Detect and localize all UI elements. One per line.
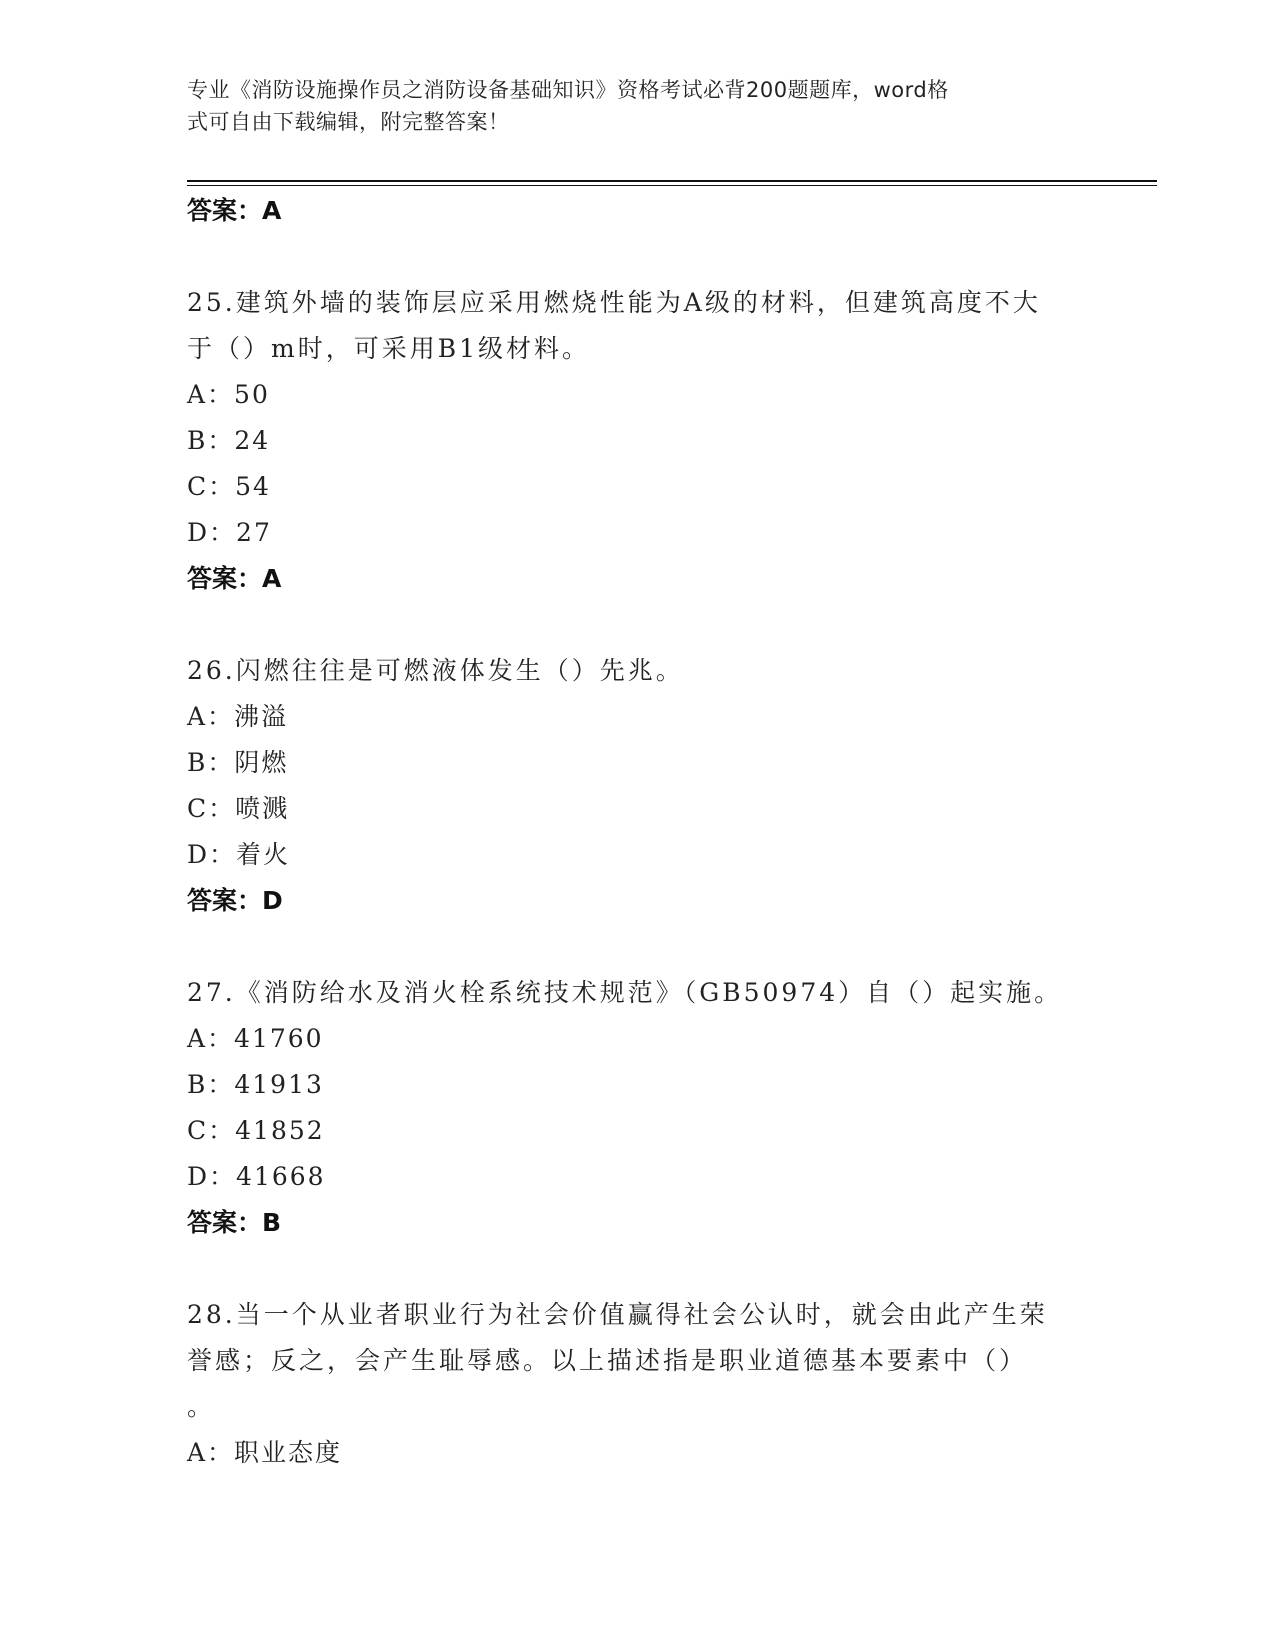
question-block xyxy=(187,970,1087,1246)
header-line-1: 专业《消防设施操作员之消防设备基础知识》资格考试必背200题题库，word格 xyxy=(187,78,949,102)
header-divider-thin xyxy=(187,185,1157,186)
option-d: D：着火 xyxy=(187,840,291,869)
question-text: 誉感；反之，会产生耻辱感。以上描述指是职业道德基本要素中（） xyxy=(187,1346,1028,1375)
question-block xyxy=(187,648,1087,924)
option-c: C：54 xyxy=(187,472,271,501)
option-c: C：41852 xyxy=(187,1116,325,1145)
option-c: C：喷溅 xyxy=(187,794,290,823)
question-block xyxy=(187,1292,1087,1476)
answer-label: 答案：D xyxy=(187,886,283,915)
question-text: 28.当一个从业者职业行为社会价值赢得社会公认时，就会由此产生荣 xyxy=(187,1300,1048,1329)
option-d: D：27 xyxy=(187,518,272,547)
question-list xyxy=(187,188,1087,1476)
option-a: A：41760 xyxy=(187,1024,324,1053)
option-a: A：50 xyxy=(187,380,270,409)
option-a: A：职业态度 xyxy=(187,1438,343,1467)
answer-label: 答案：A xyxy=(187,564,282,593)
question-text: 27.《消防给水及消火栓系统技术规范》（GB50974）自（）起实施。 xyxy=(187,978,1063,1007)
option-b: B：41913 xyxy=(187,1070,324,1099)
question-text: 于（）m时，可采用B1级材料。 xyxy=(187,334,590,363)
answer-label: 答案：B xyxy=(187,1208,282,1237)
question-text: 25.建筑外墙的装饰层应采用燃烧性能为A级的材料，但建筑高度不大 xyxy=(187,288,1041,317)
question-text: 。 xyxy=(187,1392,216,1421)
option-d: D：41668 xyxy=(187,1162,326,1191)
question-block xyxy=(187,280,1087,602)
option-b: B：阴燃 xyxy=(187,748,289,777)
header-divider xyxy=(187,180,1157,182)
question-text: 26.闪燃往往是可燃液体发生（）先兆。 xyxy=(187,656,684,685)
answer-label: 答案：A xyxy=(187,196,282,225)
option-b: B：24 xyxy=(187,426,271,455)
document-header xyxy=(187,74,1087,138)
option-a: A：沸溢 xyxy=(187,702,289,731)
header-line-2: 式可自由下载编辑，附完整答案！ xyxy=(187,110,510,134)
